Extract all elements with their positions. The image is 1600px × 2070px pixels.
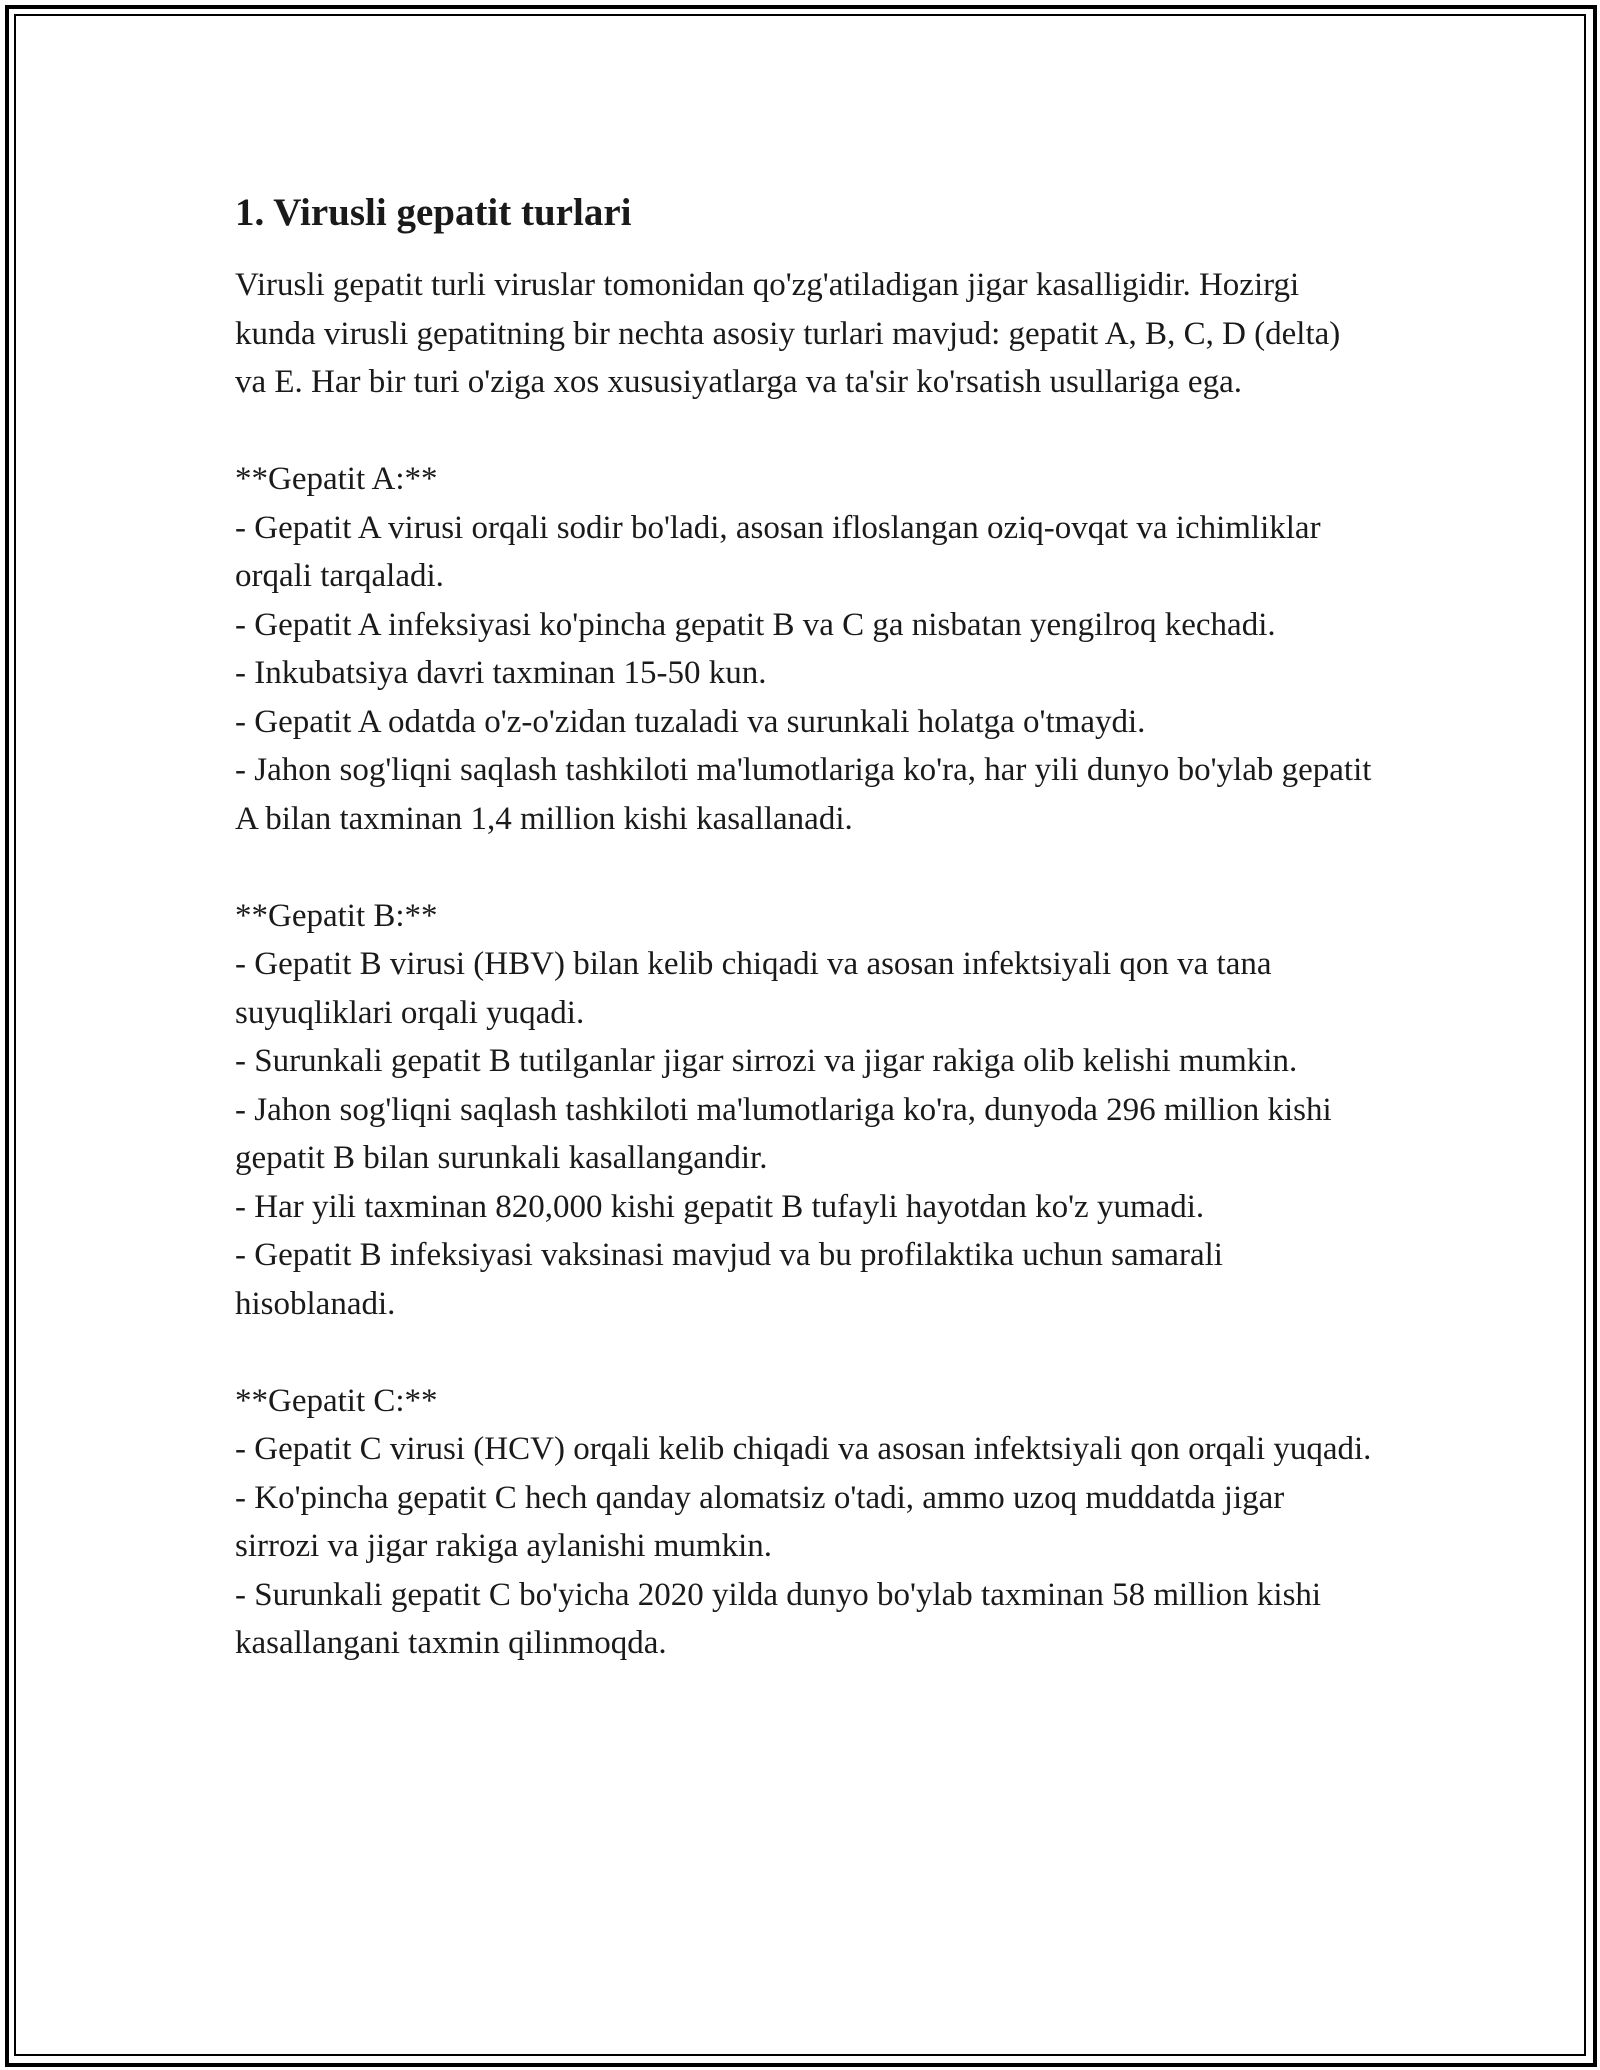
- list-item: - Jahon sog'liqni saqlash tashkiloti ma'lumotlariga ko'ra, har yili dunyo bo'ylab gepatit A bilan taxminan 1,4 million kishi kasallanadi.: [235, 752, 1372, 837]
- list-item: - Har yili taxminan 820,000 kishi gepatit B tufayli hayotdan ko'z yumadi.: [235, 1188, 1205, 1225]
- section-heading: **Gepatit A:**: [235, 461, 438, 497]
- document-body: [235, 185, 1375, 1668]
- list-item: - Gepatit C virusi (HCV) orqali kelib chiqadi va asosan infektsiyali qon orqali yuqadi.: [235, 1431, 1372, 1467]
- list-item: - Inkubatsiya davri taxminan 15-50 kun.: [235, 655, 767, 691]
- list-item: - Jahon sog'liqni saqlash tashkiloti ma'lumotlariga ko'ra, dunyoda 296 million kishi gepatit B bilan surunkali kasallangandir.: [235, 1091, 1332, 1176]
- document-title: 1. Virusli gepatit turlari: [235, 191, 632, 234]
- list-item: - Surunkali gepatit B tutilganlar jigar sirrozi va jigar rakiga olib kelishi mumkin.: [235, 1043, 1298, 1079]
- list-item: - Gepatit A infeksiyasi ko'pincha gepatit B va C ga nisbatan yengilroq kechadi.: [235, 606, 1276, 643]
- list-item: - Gepatit B virusi (HBV) bilan kelib chiqadi va asosan infektsiyali qon va tana suyuqliklari orqali yuqadi.: [235, 946, 1272, 1031]
- list-item: - Gepatit A odatda o'z-o'zidan tuzaladi va surunkali holatga o'tmaydi.: [235, 703, 1146, 740]
- list-item: - Gepatit A virusi orqali sodir bo'ladi, asosan ifloslangan oziq-ovqat va ichimliklar orqali tarqaladi.: [235, 509, 1321, 594]
- section-gepatit-c: [235, 1377, 1375, 1668]
- section-heading: **Gepatit B:**: [235, 897, 438, 934]
- list-item: - Ko'pincha gepatit C hech qanday alomatsiz o'tadi, ammo uzoq muddatda jigar sirrozi va jigar rakiga aylanishi mumkin.: [235, 1479, 1285, 1564]
- list-item: - Gepatit B infeksiyasi vaksinasi mavjud va bu profilaktika uchun samarali hisoblanadi.: [235, 1237, 1223, 1322]
- list-item: - Surunkali gepatit C bo'yicha 2020 yilda dunyo bo'ylab taxminan 58 million kishi kasallangani taxmin qilinmoqda.: [235, 1576, 1322, 1661]
- intro-paragraph: Virusli gepatit turli viruslar tomonidan qo'zg'atiladigan jigar kasalligidir. Hozirgi kunda virusli gepatitning bir nechta asosiy turlari mavjud: gepatit A, B, C, D (delta) va E. Har bir turi o'ziga xos xususiyatlarga va ta'sir ko'rsatish usullariga ega.: [235, 267, 1341, 400]
- section-gepatit-b: [235, 892, 1375, 1329]
- section-gepatit-a: [235, 455, 1375, 843]
- section-heading: **Gepatit C:**: [235, 1382, 438, 1419]
